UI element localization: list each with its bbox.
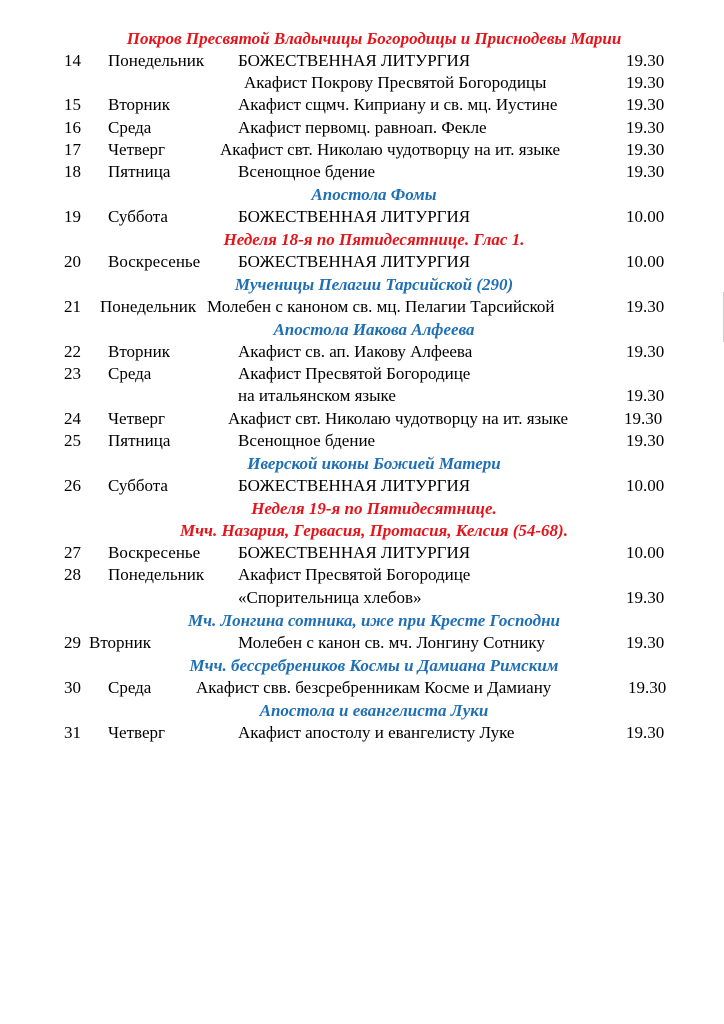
feast-heading: Мученицы Пелагии Тарсийской (290) — [234, 275, 514, 294]
service-time: 19.30 — [626, 431, 665, 450]
day-number: 20 — [64, 252, 81, 271]
service-text: Акафист Пресвятой Богородице — [238, 565, 471, 584]
service-time: 19.30 — [626, 386, 665, 405]
feast-heading: Мч. Лонгина сотника, иже при Кресте Господни — [187, 611, 561, 630]
feast-heading: Апостола Фомы — [311, 185, 437, 204]
schedule-row — [0, 385, 724, 407]
weekday: Вторник — [108, 342, 170, 361]
service-text: Акафист свв. безсребренникам Косме и Дамиану — [196, 678, 552, 697]
weekday: Среда — [108, 118, 152, 137]
weekday: Среда — [108, 678, 152, 697]
schedule-row — [0, 475, 724, 497]
schedule-row — [0, 139, 724, 161]
day-number: 17 — [64, 140, 81, 159]
service-text: Акафист апостолу и евангелисту Луке — [238, 723, 515, 742]
schedule-row — [0, 542, 724, 564]
day-number: 30 — [64, 678, 81, 697]
service-text: Акафист сщмч. Киприану и св. мц. Иустине — [238, 95, 558, 114]
day-number: 19 — [64, 207, 81, 226]
weekday: Вторник — [89, 633, 151, 652]
day-number: 16 — [64, 118, 81, 137]
schedule-row — [0, 341, 724, 363]
service-text: БОЖЕСТВЕННАЯ ЛИТУРГИЯ — [238, 252, 471, 271]
weekday: Воскресенье — [108, 543, 201, 562]
service-time: 19.30 — [626, 51, 665, 70]
service-time: 10.00 — [626, 207, 665, 226]
weekday: Суббота — [108, 207, 168, 226]
schedule-row — [0, 632, 724, 654]
service-time: 19.30 — [626, 297, 665, 316]
schedule-row — [0, 408, 724, 430]
day-number: 24 — [64, 409, 81, 428]
day-number: 23 — [64, 364, 81, 383]
schedule-row — [0, 50, 724, 72]
weekday: Четверг — [108, 140, 165, 159]
schedule-row — [0, 587, 724, 609]
service-time: 10.00 — [626, 476, 665, 495]
schedule-row — [0, 363, 724, 385]
service-time: 19.30 — [626, 73, 665, 92]
schedule-row — [0, 117, 724, 139]
schedule-row — [0, 296, 724, 318]
service-text: Акафист свт. Николаю чудотворцу на ит. языке — [220, 140, 561, 159]
schedule-row — [0, 161, 724, 183]
service-time: 19.30 — [626, 588, 665, 607]
weekday: Пятница — [108, 162, 171, 181]
service-text: Акафист Покрову Пресвятой Богородицы — [244, 73, 547, 92]
service-time: 19.30 — [624, 409, 663, 428]
day-number: 27 — [64, 543, 81, 562]
day-number: 14 — [64, 51, 81, 70]
day-number: 25 — [64, 431, 81, 450]
weekday: Четверг — [108, 409, 165, 428]
weekday: Понедельник — [108, 51, 205, 70]
service-text: БОЖЕСТВЕННАЯ ЛИТУРГИЯ — [238, 476, 471, 495]
schedule-row — [0, 564, 724, 586]
service-text: БОЖЕСТВЕННАЯ ЛИТУРГИЯ — [238, 51, 471, 70]
schedule-row — [0, 72, 724, 94]
service-time: 19.30 — [626, 723, 665, 742]
day-number: 29 — [64, 633, 81, 652]
service-text: Акафист св. ап. Иакову Алфеева — [238, 342, 473, 361]
service-time: 10.00 — [626, 252, 665, 271]
service-text: Акафист первомц. равноап. Фекле — [238, 118, 487, 137]
day-number: 22 — [64, 342, 81, 361]
service-text: Молебен с канон св. мч. Лонгину Сотнику — [238, 633, 545, 652]
feast-heading: Апостола и евангелиста Луки — [259, 701, 489, 720]
service-text: БОЖЕСТВЕННАЯ ЛИТУРГИЯ — [238, 543, 471, 562]
feast-heading: Мчч. Назария, Гервасия, Протасия, Келсия (54-68). — [180, 521, 568, 540]
service-text: БОЖЕСТВЕННАЯ ЛИТУРГИЯ — [238, 207, 471, 226]
day-number: 18 — [64, 162, 81, 181]
schedule-row — [0, 722, 724, 744]
weekday: Вторник — [108, 95, 170, 114]
service-time: 19.30 — [628, 678, 667, 697]
schedule-row — [0, 94, 724, 116]
weekday: Понедельник — [108, 565, 205, 584]
weekday: Среда — [108, 364, 152, 383]
service-time: 19.30 — [626, 140, 665, 159]
service-time: 10.00 — [626, 543, 665, 562]
service-text: «Спорительница хлебов» — [238, 588, 422, 607]
schedule-row — [0, 251, 724, 273]
weekday: Четверг — [108, 723, 165, 742]
weekday: Понедельник — [100, 297, 197, 316]
service-time: 19.30 — [626, 633, 665, 652]
day-number: 15 — [64, 95, 81, 114]
service-time: 19.30 — [626, 162, 665, 181]
service-text: Всенощное бдение — [238, 431, 376, 450]
feast-heading: Неделя 19-я по Пятидесятнице. — [251, 499, 497, 518]
service-text: Акафист Пресвятой Богородице — [238, 364, 471, 383]
service-time: 19.30 — [626, 95, 665, 114]
schedule-row — [0, 206, 724, 228]
day-number: 31 — [64, 723, 81, 742]
weekday: Воскресенье — [108, 252, 201, 271]
weekday: Суббота — [108, 476, 168, 495]
service-time: 19.30 — [626, 342, 665, 361]
feast-heading: Неделя 18-я по Пятидесятнице. Глас 1. — [223, 230, 525, 249]
day-number: 26 — [64, 476, 81, 495]
service-text: на итальянском языке — [238, 386, 396, 405]
schedule-row — [0, 677, 724, 699]
feast-heading: Мчч. бессребреников Космы и Дамиана Римским — [189, 656, 559, 675]
feast-heading: Иверской иконы Божией Матери — [247, 454, 501, 473]
service-text: Молебен с каноном св. мц. Пелагии Тарсийской — [207, 297, 555, 316]
day-number: 21 — [64, 297, 81, 316]
schedule-row — [0, 430, 724, 452]
service-text: Всенощное бдение — [238, 162, 376, 181]
service-time: 19.30 — [626, 118, 665, 137]
service-text: Акафист свт. Николаю чудотворцу на ит. языке — [228, 409, 569, 428]
weekday: Пятница — [108, 431, 171, 450]
feast-heading: Апостола Иакова Алфеева — [273, 320, 475, 339]
day-number: 28 — [64, 565, 81, 584]
feast-heading: Покров Пресвятой Владычицы Богородицы и Приснодевы Марии — [126, 29, 622, 48]
